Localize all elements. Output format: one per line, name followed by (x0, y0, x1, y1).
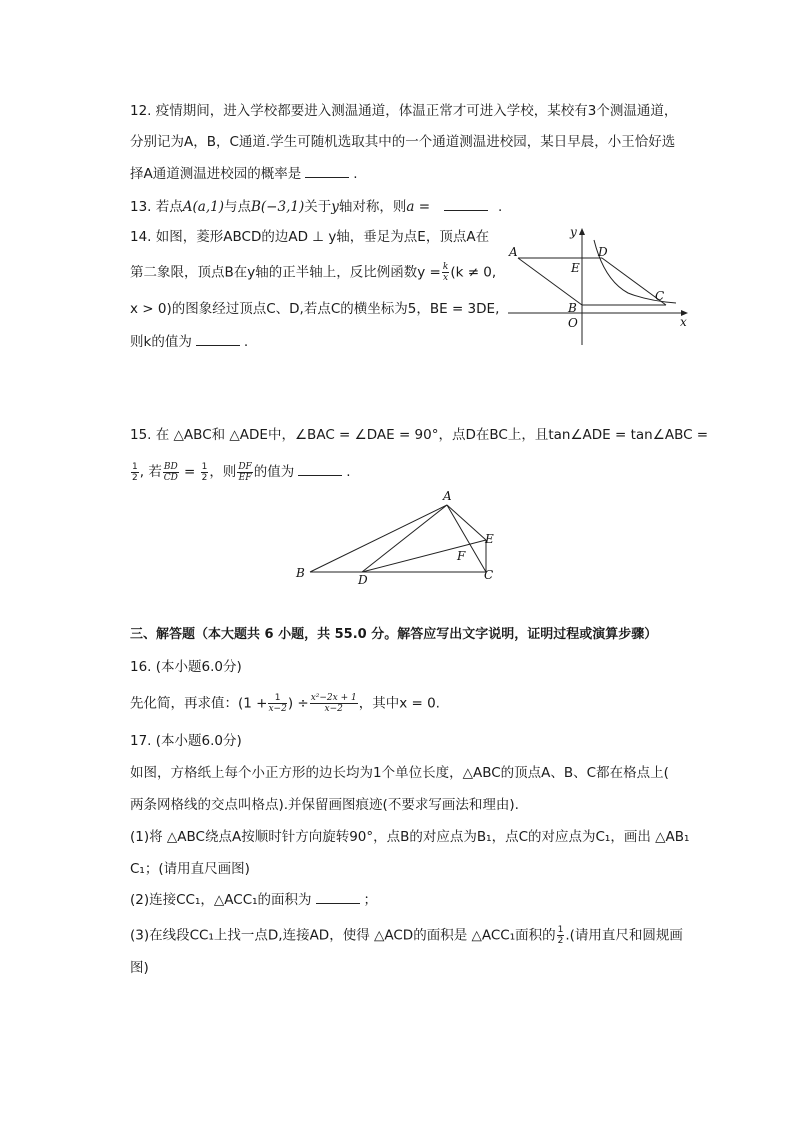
q15-line2 (130, 461, 351, 483)
q14-label-y: y (570, 225, 577, 239)
q15-label-f: F (457, 549, 466, 563)
q17-answer-blank (316, 889, 360, 904)
q17-line4: C₁；(请用直尺画图) (130, 861, 250, 877)
q17-l6a: (3)在线段CC₁上找一点D,连接AD，使得 △ACD的面积是 △ACC₁面积的 (130, 927, 556, 944)
q16-fraction-2: $\frac{\text{x²−2x + 1}}{x-2}$ (310, 693, 357, 714)
q15-l2c: 的值为 (253, 464, 295, 480)
q15-fraction-2: $\frac{1}{2}$ (201, 461, 208, 483)
q13-point-b: B(−3,1) (250, 199, 305, 215)
q16-a: 先化简，再求值：(1 + (130, 695, 268, 712)
q14-label-x: x (680, 315, 687, 329)
q15-fraction-1: $\frac{1}{2}$ (132, 461, 138, 483)
q14-y-arrow (579, 228, 585, 235)
q13-end: . (498, 199, 503, 215)
q14-line4-text: 则k的值为 (130, 334, 192, 350)
q17-l6b: .(请用直尺和圆规画 (565, 927, 683, 944)
q14-label-e: E (571, 261, 580, 275)
q17-line7: 图) (130, 960, 149, 976)
q15-end: . (346, 464, 351, 480)
q14-label-o: O (568, 316, 578, 330)
q12-answer-blank (305, 163, 349, 178)
q14-fraction-k-over-x: $\frac{k}{x}$ (442, 262, 449, 283)
q16-expression (130, 693, 440, 714)
q15-seg-ad (362, 505, 447, 572)
q13-a: 13. 若点 (130, 199, 183, 215)
q12-line2: 分别记为A，B，C通道.学生可随机选取其中的一个通道测温进校园，某日早晨，小王恰好选 (130, 134, 676, 150)
q17-line1: 如图，方格纸上每个小正方形的边长均为1个单位长度，△ABC的顶点A、B、C都在格点上( (130, 765, 669, 781)
q15-label-b: B (296, 566, 305, 580)
section-3-heading: 三、解答题（本大题共 6 小题，共 55.0 分。解答应写出文字说明，证明过程或演算步骤） (130, 627, 658, 642)
q17-l5a: (2)连接CC₁，△ACC₁的面积为 (130, 892, 312, 908)
q17-line3: (1)将 △ABC绕点A按顺时针方向旋转90°，点B的对应点为B₁，点C的对应点为C₁，画出 △AB₁ (130, 829, 690, 845)
q13-c: 与点 (223, 199, 251, 215)
q14-label-d: D (598, 245, 608, 259)
q14-line3: x > 0)的图象经过顶点C、D,若点C的横坐标为5，BE = 3DE, (130, 301, 500, 317)
q15-line1: 15. 在 △ABC和 △ADE中，∠BAC = ∠DAE = 90°，点D在BC上，且tan∠ADE = tan∠ABC = (130, 427, 709, 443)
q14-line4 (130, 331, 248, 352)
q17-line5 (130, 889, 377, 910)
q14-end: . (243, 334, 249, 350)
q14-label-c: C (655, 289, 665, 303)
q13-point-a: A(a,1) (182, 199, 224, 215)
q13-a-eq: a = (406, 199, 431, 215)
q16-b: ) ÷ (287, 695, 309, 712)
q14-line2a: 第二象限，顶点B在y轴的正半轴上，反比例函数y = (130, 264, 441, 281)
q14-figure (500, 220, 700, 350)
q12-line3-text: 择A通道测温进校园的概率是 (130, 166, 302, 182)
q14-label-a: A (509, 245, 518, 259)
q15-l2b: ，则 (209, 464, 237, 480)
q15-seg-ab (310, 505, 447, 572)
q15-fraction-bd-cd: $\frac{BD}{CD}$ (163, 461, 178, 483)
q15-answer-blank (298, 461, 342, 476)
q17-fraction-half: $\frac{1}{2}$ (557, 925, 564, 946)
q17-l5end: ； (363, 892, 378, 908)
q13-y: y (331, 199, 339, 215)
q14-label-b: B (568, 301, 577, 315)
q15-label-d: D (358, 573, 368, 585)
q12-line3 (130, 163, 358, 184)
q13-line (130, 196, 502, 217)
q15-seg-ac (447, 505, 486, 572)
q17-line2: 两条网格线的交点叫格点).并保留画图痕迹(不要求写画法和理由). (130, 797, 519, 813)
q17-line6 (130, 925, 683, 946)
q14-line2 (130, 262, 496, 283)
q17-title: 17. (本小题6.0分) (130, 733, 242, 749)
q14-line1: 14. 如图，菱形ABCD的边AD ⊥ y轴，垂足为点E，顶点A在 (130, 229, 490, 245)
q13-e: 关于 (304, 199, 332, 215)
q15-seg-de (362, 540, 486, 572)
q15-label-a: A (443, 489, 452, 503)
q15-label-e: E (485, 532, 494, 546)
q14-answer-blank (196, 331, 240, 346)
q15-label-c: C (484, 568, 494, 582)
q16-title: 16. (本小题6.0分) (130, 659, 242, 675)
q12-end: . (353, 166, 358, 182)
q15-eq: = (179, 464, 200, 480)
q16-c: ，其中x = 0. (358, 695, 440, 712)
q15-l2a: , 若 (139, 464, 162, 480)
q15-seg-ae (447, 505, 486, 540)
q15-fraction-df-ef: $\frac{DF}{EF}$ (238, 461, 252, 483)
q13-answer-blank (444, 196, 488, 211)
q12-line1: 12. 疫情期间，进入学校都要进入测温通道，体温正常才可进入学校，某校有3个测温通道， (130, 103, 678, 119)
q16-fraction-1: $\frac{1}{x-2}$ (268, 693, 287, 714)
q15-figure (290, 485, 510, 585)
q13-g: 轴对称，则 (338, 199, 407, 215)
q14-line2b: (k ≠ 0, (450, 264, 497, 281)
